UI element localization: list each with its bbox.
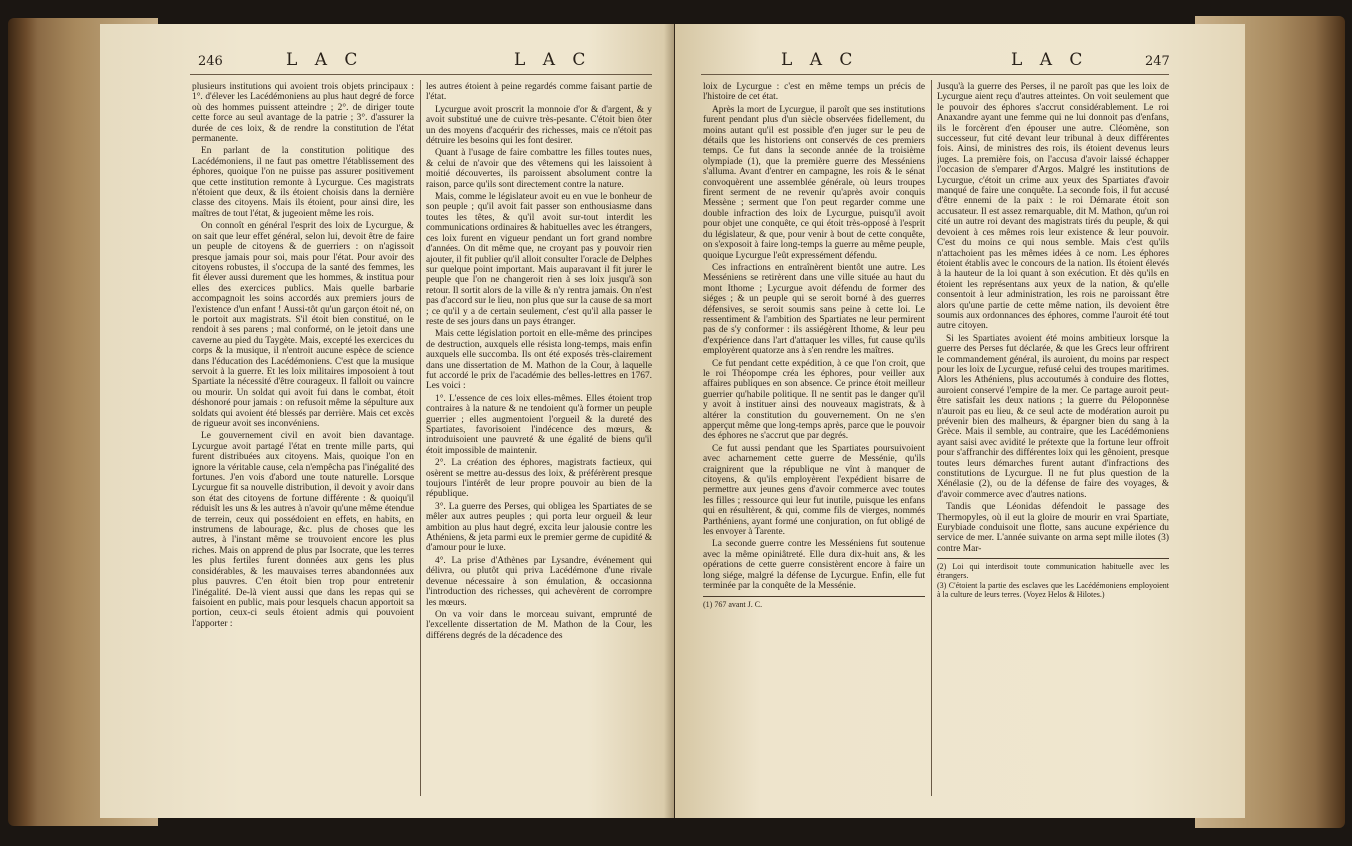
left-column-2 [426,82,652,802]
footnote: (1) 767 avant J. C. [703,599,763,609]
paragraph: les autres étoient à peine regardés comme faisant partie de l'état. [426,82,652,103]
paragraph: 1°. L'essence de ces loix elles-mêmes. Elles étoient trop contraires à la nature & ne tendoient qu'à former un peuple guerrier ; elles augmentoient l'orgueil & la dureté des Spartiates, favorisoient l'indécence des mœurs, & introduisoient une pauvreté & une égalité de biens qu'il étoit impossible de maintenir. [426,393,652,456]
left-column-separator [420,80,421,796]
paragraph: Quant à l'usage de faire combattre les filles toutes nues, & celui de n'avoir que des vêtemens qui les laissoient à moitié découvertes, ils paroissent absolument contre la raison, parce qu'ils sont directement contre la nature. [426,148,652,190]
right-page [675,24,1245,818]
paragraph: Ces infractions en entraînèrent bientôt une autre. Les Messéniens se retirèrent dans une ville située au haut du mont Ithome ; Lycurgue avoit défendu de former des siéges ; & un peuple qui se seroit borné à des guerres défensives, se seroit soumis sans peine à cette loi. Le ressentiment & l'ambition des Spartiates ne leur permirent pas de s'y conformer : ils assiégèrent Ithome, & leur peu d'expérience dans l'art d'attaquer les villes, fut cause qu'ils employèrent quatorze ans à s'en rendre les maîtres. [703,262,925,357]
paragraph: 2°. La création des éphores, magistrats factieux, qui osèrent se mettre au-dessus des loix, & préférèrent presque toujours l'intérêt de leur propre pouvoir au bien de la république. [426,458,652,500]
paragraph: Si les Spartiates avoient été moins ambitieux lorsque la guerre des Perses fut déclarée, & que les Grecs leur offrirent le commandement général, ils auroient, du moins par respect pour les loix de Lycurgue, refusé celui des troupes maritimes. Alors les Athéniens, plus accoutumés à conduire des flottes, auroient conservé l'empire de la mer. Ce partage auroit peut-être satisfait les deux nations ; la guerre du Péloponnèse n'auroit pas eu lieu, & ce seul acte de modération auroit pu prévenir bien des malheurs, & épargner bien du sang à la Grèce. Mais il semble, au contraire, que les Lacédémoniens ayant saisi avec avidité le prétexte que la fortune leur offroit pour s'affranchir des différentes loix qui les gênoient, presque toutes leurs démarches furent autant d'infractions des constitutions de Lycurgue. Il ne fut plus question de la Xénélasie (2), ou de la défense de faire des voyages, & d'avoir commerce avec d'autres nations. [937,333,1169,500]
paragraph: La seconde guerre contre les Messéniens fut soutenue avec la même opiniâtreté. Elle dura dix-huit ans, & les opérations de cette guerre consistèrent encore à faire un long siége, malgré la défense de Lycurgue. Enfin, elle fut terminée par la conquête de la Messénie. [703,539,925,592]
right-running-head-col1: L A C [781,50,859,70]
paragraph: plusieurs institutions qui avoient trois objets principaux : 1°. d'élever les Lacédémoniens au plus haut degré de force où des hommes puissent atteindre ; 2°. de diriger toute cette force au seul avantage de la patrie ; 3°. d'assurer la durée de ces loix, & de rendre la constitution de l'état permanente. [192,82,414,145]
footnote: (2) Loi qui interdisoit toute communication habituelle avec les étrangers. [937,562,1169,581]
paragraph: Jusqu'à la guerre des Perses, il ne paroît pas que les loix de Lycurgue aient reçu d'autres atteintes. On voit seulement que le pouvoir des éphores s'accrut considérablement. Le roi Anaxandre ayant une femme qui ne lui donnoit pas d'enfans, ils le forcèrent d'en épouser une autre. Cléomène, son successeur, fut cité devant leur tribunal à deux différentes fois. Ainsi, de ministres des rois, ils étoient devenus leurs juges. La première fois, on l'accusa d'avoir laissé échapper l'occasion de s'emparer d'Argos. Malgré les institutions de Lycurgue, c'étoit un crime aux yeux des Spartiates d'avoir manqué de faire une conquête. La seconde fois, il fut accusé d'être ennemi de la paix : le roi Démarate étoit son accusateur. Il est assez remarquable, dit M. Mathon, qu'un roi cité un autre roi devant des magistrats tirés du peuple, & qui devoient à ces mêmes rois leur existence & leur pouvoir. C'est du moins ce qui nous semble. Mais c'est qu'ils n'attachoient pas les mêmes idées à ce nom. Les éphores étoient établis avec le concours de la nation. Ils étoient élevés à la hauteur de la loi quant à son exécution. Et dès qu'ils en étoient les représentans aux yeux de la nation, & qu'elle consentoit à leur administration, les rois ne paroissant être alors qu'une partie de cette même nation, ils devoient être soumis aux ordonnances des éphores, comme l'auroit été tout autre citoyen. [937,82,1169,332]
right-running-head-col2: L A C [1011,50,1089,70]
right-column-2 [937,82,1169,802]
left-page [100,24,674,818]
right-column-separator [931,80,932,796]
left-running-head-col1: L A C [286,50,364,70]
paragraph: On va voir dans le morceau suivant, emprunté de l'excellente dissertation de M. Mathon de la Cour, les différens degrés de la décadence des [426,609,652,641]
right-column-1 [703,82,925,802]
paragraph: Après la mort de Lycurgue, il paroît que ses institutions furent pendant plus d'un siècle observées fidellement, du moins autant qu'il est possible d'en juger sur le peu de détails que les historiens ont conservés de ces premiers temps. Ce fut dans la seconde année de la troisième olympiade (1), que la première guerre des Messéniens s'alluma. Avant d'entrer en campagne, les rois & le sénat convoquèrent une assemblée générale, où leurs troupes firent serment de ne revenir qu'après avoir conquis Messène ; serment que l'on peut regarder comme une double infraction des loix de Lycurgue, puisqu'il avoit pour objet une conquête, ce qui étoit très-opposé à l'esprit du législateur, & que, pour venir à bout de cette conquête, on s'exposoit à faire long-temps la guerre au même peuple, quoique Lycurgue l'eût expressément défendu. [703,104,925,261]
right-header-rule [701,74,1169,75]
left-header-rule [190,74,652,75]
paragraph: On connoît en général l'esprit des loix de Lycurgue, & on sait que leur effet général, selon lui, devoit être de faire un peuple de citoyens & de guerriers : on n'agissoit presque jamais pour soi, mais pour l'état. Pour avoir des citoyens robustes, il s'occupa de la santé des femmes, les fit élever aussi durement que les hommes, & institua pour elles des exercices publics. Mais quelle barbarie accompagnoit les soins accordés aux premiers jours de l'existence d'un enfant ! Aussi-tôt qu'un garçon étoit né, on le portoit aux magistrats. S'il étoit bien constitué, on le rendoit à ses parens ; mal conformé, on le jetoit dans une caverne au pied du Taygète. Mais, excepté les exercices du corps & la musique, il n'entroit aucune espèce de science dans l'éducation des Lacédémoniens. C'est que la musique servoit à la guerre. Et les loix militaires imposoient à tout Spartiate la nécessité d'être courageux. Il falloit ou vaincre ou mourir. Un soldat qui avoit fui dans le combat, étoit déshonoré pour jamais : on refusoit même la sépulture aux soldats qui avoient été blessés par derrière. Mais cet excès de rigueur avoit ses inconvéniens. [192,221,414,429]
paragraph: Ce fut aussi pendant que les Spartiates poursuivoient avec acharnement cette guerre de Messénie, qu'ils craignirent que la république ne vînt à manquer de citoyens, & qu'ils employèrent l'expédient bisarre de permettre aux jeunes gens d'avoir commerce avec toutes les filles ; ressource qui leur fut inutile, puisque les enfans qui en résultèrent, & qui, comme fils de vierges, nommés Parthéniens, ayant formé une conjuration, on fut obligé de les envoyer à Tarente. [703,443,925,538]
paragraph: Le gouvernement civil en avoit bien davantage. Lycurgue avoit partagé l'état en trente mille parts, qui furent distribuées aux citoyens. Mais, quoique l'on en ignore la véritable cause, cela n'empêcha pas l'inégalité des fortunes. J'en vois d'abord une toute naturelle. Lorsque Lycurgue fit sa nouvelle distribution, il devoit y avoir dans son état des citoyens de fortune différente : & quoiqu'il réduisît les uns & les autres à n'avoir qu'une même étendue de terrein, ceux qui possédoient en effets, en habits, en instrumens de labourage, &c. plus de choses que les autres, à l'instant même se trouvoient encore les plus riches. Mais on apprend de plus par Isocrate, que les terres les plus fertiles furent données aux gens les plus considérables, & les mauvaises terres abandonnées aux plus pauvres. C'en étoit bien trop pour entretenir l'inégalité. De-là vient aussi que dans les repas qui se faisoient en public, mais pour lesquels chacun apportoit sa portion, ceux-ci seuls étoient admis qui pouvoient l'apporter : [192,431,414,629]
left-page-number: 246 [198,54,223,69]
footnotes [703,596,925,609]
paragraph: loix de Lycurgue : c'est en même temps un précis de l'histoire de cet état. [703,82,925,103]
paragraph: Mais cette législation portoit en elle-même des principes de destruction, auxquels elle résista long-temps, mais enfin auxquels elle succomba. Ils ont été exposés très-clairement dans une dissertation de M. Mathon de la Cour, à laquelle fut accordé le prix de l'académie des belles-lettres en 1767. Les voici : [426,329,652,392]
left-column-1 [192,82,414,802]
paragraph: 3°. La guerre des Perses, qui obligea les Spartiates de se mêler aux autres peuples ; qui porta leur orgueil & leur ambition au plus haut degré, excita leur jalousie contre les Athéniens, & jeta parmi eux le premier germe de cupidité & d'amour pour le luxe. [426,501,652,554]
left-running-head-col2: L A C [514,50,592,70]
paragraph: 4°. La prise d'Athènes par Lysandre, événement qui délivra, ou plutôt qui priva Lacédémone d'une rivale devenue nécessaire à son émulation, & occasionna l'introduction des richesses, qui achevèrent de corrompre les mœurs. [426,555,652,608]
paragraph: Lycurgue avoit proscrit la monnoie d'or & d'argent, & y avoit substitué une de cuivre très-pesante. C'étoit bien ôter un des moyens d'acquérir des richesses, mais ce n'étoit pas détruire les besoins qui les font desirer. [426,104,652,147]
footnote: (3) C'étoient la partie des esclaves que les Lacédémoniens employoient à la culture de leurs terres. (Voyez Helos & Hilotes.) [937,581,1169,600]
footnotes [937,558,1169,599]
paragraph: Tandis que Léonidas défendoit le passage des Thermopyles, où il eut la gloire de mourir en vrai Spartiate, Eurybiade conduisoit une flotte, sans aucune expérience du service de mer. L'année suivante on arma sept mille ilotes (3) contre Mar- [937,502,1169,554]
paragraph: Mais, comme le législateur avoit eu en vue le bonheur de son peuple ; qu'il avoit fait passer son enthousiasme dans toutes les têtes, & qu'il avoit sur-tout interdit les communications ordinaires & habituelles avec les étrangers, ces loix furent en vigueur pendant un fort grand nombre d'années. On dit même que, ne croyant pas y pouvoir rien ajouter, il fit publier qu'il alloit consulter l'oracle de Delphes sur quelque point important. Mais auparavant il fit jurer le peuple que l'on ne changeroit rien à ses loix jusqu'à son retour. Il sortit alors de la ville & n'y rentra jamais. On n'est pas d'accord sur le lieu, non plus que sur la cause de sa mort ; ce qu'il y a de certain seulement, c'est qu'il alla passer le reste de ses jours dans un pays étranger. [426,192,652,327]
paragraph: En parlant de la constitution politique des Lacédémoniens, il ne faut pas omettre l'établissement des éphores, quoique l'on ne puisse pas assurer positivement que cette institution remonte à Lycurgue. Ces magistrats n'étoient que deux, & ils étoient choisis dans la dernière classe des citoyens. Mais ils étoient, pour ainsi dire, les maîtres de tout l'état, & jugeoient même les rois. [192,146,414,219]
paragraph: Ce fut pendant cette expédition, à ce que l'on croit, que le roi Théopompe créa les éphores, pour veiller aux affaires publiques en son absence. Ce prince étoit meilleur guerrier qu'habile politique. Il ne sentit pas le danger qu'il y avoit à instituer ainsi des nouveaux magistrats, & à altérer la constitution du gouvernement. On ne s'en apperçut même que long-temps après, parce que le pouvoir des éphores ne s'accrut que par degrés. [703,358,925,442]
right-page-number: 247 [1145,54,1170,69]
